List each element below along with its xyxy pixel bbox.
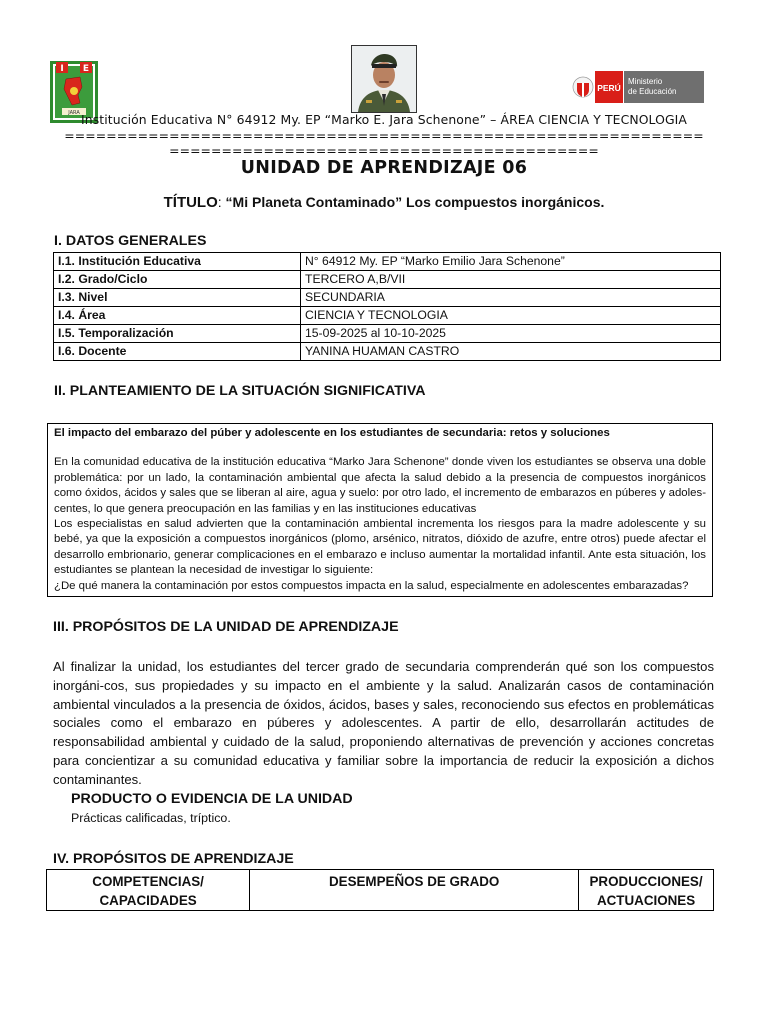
svg-text:I: I (60, 64, 64, 74)
unit-subtitle (0, 194, 768, 211)
table-value: N° 64912 My. EP “Marko Emilio Jara Schenone” (301, 253, 721, 271)
svg-text:Ministerio: Ministerio (628, 77, 663, 86)
column-header-competencias (47, 870, 250, 911)
table-row (54, 307, 721, 325)
table-value: CIENCIA Y TECNOLOGIA (301, 307, 721, 325)
table-value: YANINA HUAMAN CASTRO (301, 343, 721, 361)
subtitle-label: TÍTULO (163, 194, 218, 211)
table-row (54, 343, 721, 361)
table-key: I.5. Temporalización (54, 325, 301, 343)
situation-box (47, 423, 713, 597)
table-value: 15-09-2025 al 10-10-2025 (301, 325, 721, 343)
separator-line-2: ========================================= (169, 143, 599, 158)
product-text: Prácticas calificadas, tríptico. (71, 811, 231, 825)
subtitle-value: “Mi Planeta Contaminado” Los compuestos inorgánicos. (225, 194, 605, 210)
column-header-line: ACTUACIONES (596, 893, 696, 908)
table-key: I.2. Grado/Ciclo (54, 271, 301, 289)
table-key: I.6. Docente (54, 343, 301, 361)
column-header-line: COMPETENCIAS/ (92, 874, 204, 889)
section-heading-datos-generales: I. DATOS GENERALES (54, 233, 207, 249)
section-heading-situacion: II. PLANTEAMIENTO DE LA SITUACIÓN SIGNIFICATIVA (54, 383, 426, 399)
column-header-line: PRODUCCIONES/ (589, 874, 703, 889)
product-heading: PRODUCTO O EVIDENCIA DE LA UNIDAD (71, 791, 353, 807)
column-header-producciones (579, 870, 714, 911)
table-value: TERCERO A,B/VII (301, 271, 721, 289)
column-header-line: CAPACIDADES (99, 893, 197, 908)
portrait-photo (351, 45, 417, 113)
column-header-line: DESEMPEÑOS DE GRADO (328, 874, 500, 889)
general-data-table (53, 252, 721, 361)
svg-text:PERÚ: PERÚ (597, 83, 621, 93)
table-key: I.1. Institución Educativa (54, 253, 301, 271)
table-row (54, 271, 721, 289)
table-header-row (47, 870, 714, 911)
subtitle-colon: : (217, 194, 226, 210)
institution-header-line: Institución Educativa N° 64912 My. EP “Marko E. Jara Schenone” – ÁREA CIENCIA Y TECNOLOGIA (80, 112, 687, 127)
column-header-desempenos (250, 870, 579, 911)
table-row (54, 325, 721, 343)
svg-text:JARA: JARA (68, 110, 80, 116)
situation-paragraph-2: Los especialistas en salud advierten que la contaminación ambiental incrementa los riesgos para la madre adolescente y su bebé, ya que la exposición a compuestos inorgánicos (plomo, arsénico, nitratos, dióxido de azufre, entre otros) puede afectar el desarrollo embrionario, generar complicaciones en el embarazo e incluso aumentar la mortalidad infantil. Ante esta situación, los estudiantes se plantean la necesidad de investigar lo siguiente: (54, 518, 706, 577)
table-key: I.4. Área (54, 307, 301, 325)
svg-text:E: E (82, 64, 90, 74)
table-row (54, 253, 721, 271)
table-row (54, 289, 721, 307)
situation-box-title: El impacto del embarazo del púber y adolescente en los estudiantes de secundaria: retos y soluciones (54, 427, 610, 439)
table-value: SECUNDARIA (301, 289, 721, 307)
svg-text:de Educación: de Educación (628, 87, 677, 96)
unit-title: UNIDAD DE APRENDIZAJE 06 (240, 158, 528, 178)
situation-paragraph-1: En la comunidad educativa de la institución educativa “Marko Jara Schenone” donde viven los estudiantes se observa una doble problemática: por un lado, la contaminación ambiental que afecta la salud debido a la presencia de compuestos inorgánicos como óxidos, ácidos y sales que se liberan al aire, agua y suelo: por otro lado, el incremento de embarazos en púberes y adoles-centes, lo que genera preocupación en las familias y en las instituciones educativas (54, 456, 706, 515)
ministry-logo (572, 71, 704, 103)
unit-purpose-paragraph: Al finalizar la unidad, los estudiantes del tercer grado de secundaria comprenderán qué son los compuestos inorgáni-cos, sus propiedades y su impacto en el ambiente y la salud. Analizarán casos de contaminación ambiental vinculados a la presencia de óxidos, ácidos, bases y sales, reconociendo sus efectos en problemáticas sociales como el embarazo en púberes y adolescentes. A partir de ello, desarrollarán actitudes de responsabilidad ambiental y cuidado de la salud, proponiendo alternativas de prevención y acciones concretas para concientizar a su comunidad educativa y familiar sobre la importancia de reducir la exposición a dichos contaminantes. (53, 659, 714, 787)
section-heading-propositos-unidad: III. PROPÓSITOS DE LA UNIDAD DE APRENDIZAJE (53, 619, 399, 635)
section-heading-propositos-aprendizaje: IV. PROPÓSITOS DE APRENDIZAJE (53, 851, 294, 867)
table-key: I.3. Nivel (54, 289, 301, 307)
separator-line-1: ============================================================= (64, 128, 704, 143)
learning-purposes-table (46, 869, 714, 911)
situation-question: ¿De qué manera la contaminación por estos compuestos impacta en la salud, especialmente en adolescentes embarazadas? (54, 579, 689, 592)
